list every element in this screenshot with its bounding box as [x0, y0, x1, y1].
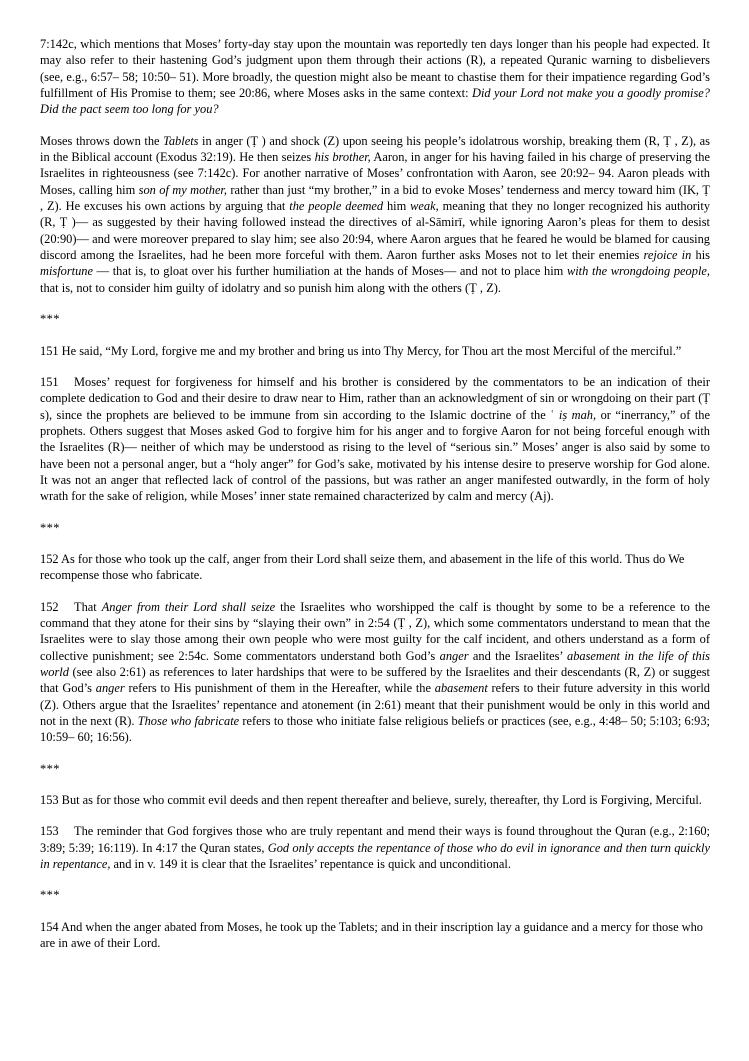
verse-154: 154 And when the anger abated from Moses, he took up the Tablets; and in their inscription lay a guidance and a mercy for those who are in awe of their Lord.: [40, 919, 704, 951]
commentary-number-152: 152: [40, 599, 59, 614]
verse-151: 151 He said, “My Lord, forgive me and my brother and bring us into Thy Mercy, for Thou art the most Merciful of the merciful.”: [40, 343, 682, 358]
italic-anger-from-their-lord: Anger from their Lord shall seize: [101, 599, 276, 614]
italic-those-who-fabricate: Those who fabricate: [137, 714, 240, 729]
italic-quran-4-17: God only accepts the repentance of those who do evil in ignorance and then turn quickly in repentance,: [40, 840, 711, 872]
italic-with-the: with the: [566, 264, 608, 279]
italic-anger-2: anger: [95, 681, 125, 696]
section-separator-1: ***: [40, 312, 60, 327]
section-separator-2: ***: [40, 520, 60, 535]
italic-abasement: abasement: [434, 681, 488, 696]
italic-tablets: Tablets: [163, 133, 199, 148]
verse-153: 153 But as for those who commit evil deeds and then repent thereafter and believe, surely, thereafter, thy Lord is Forgiving, Merciful.: [40, 793, 702, 808]
commentary-number-153: 153: [40, 824, 59, 839]
paragraph-7-142c-continuation: 7:142c, which mentions that Moses’ forty-day stay upon the mountain was reportedly ten days longer than his people had expected. It may also refer to their hastening God’s judgment upon them through their actions (R), a repeated Quranic warning to disbelievers (see, e.g., 6:57– 58; 10:50– 51). More broadly, the question might also be meant to chastise them for their impatience regarding God’s fulfillment of His Promise to them; see 20:86, where Moses asks in the same context: Did your Lord not make you a goodly promise? Did the pact seem too long for you?: [40, 37, 711, 117]
commentary-152: 152 That Anger from their Lord shall seize the Israelites who worshipped the calf is thought by some to be a reference to the command that they atone for their sins by “slaying their own” in 2:54 (Ṭ , Z), which some commentators understand to mean that the Israelites were to slay those among their own people who were most guilty for the calf incident, and others understand as a form of collective punishment; see 2:54c. Some commentators understand both God’s anger and the Israelites’ abasement in the life of this world (see also 2:61) as references to later hardships that were to be suffered by the Israelites and their descendants (R, Z) or suggest that God’s anger refers to His punishment of them in the Hereafter, while the abasement refers to their future adversity in this world (Z). Others argue that the Israelites’ repentance and atonement (in 2:61) meant that their punishment would be only in this world and not in the next (R). Those who fabricate refers to those who initiate false religious beliefs or practices (see, e.g., 4:48– 50; 5:103; 6:93; 10:59– 60; 16:56).: [40, 599, 710, 745]
commentary-153: 153 The reminder that God forgives those who are truly repentant and mend their ways is found throughout the Quran (e.g., 2:160; 3:89; 5:39; 16:119). In 4:17 the Quran states, God only accepts the repentance of those who do evil in ignorance and then turn quickly in repentance, and in v. 149 it is clear that the Israelites’ repentance is quick and unconditional.: [40, 824, 711, 872]
verse-152: 152 As for those who took up the calf, anger from their Lord shall seize them, and abasement in the life of this world. Thus do We recompense those who fabricate.: [40, 551, 685, 583]
italic-abasement-phrase: abasement in the life of this world: [40, 648, 710, 679]
italic-the-people: the people: [289, 199, 342, 214]
italic-quote-20-86: Did your Lord not make you a goodly promise? Did the pact seem too long for you?: [40, 86, 711, 117]
commentary-151: 151 Moses’ request for forgiveness for himself and his brother is considered by the commentators to be an indication of their complete dedication to God and their desire to draw near to Him, rather than an acknowledgment of sin or wrongdoing on their part (Ṭ s), since the prophets are believed to be immune from sin according to the Islamic doctrine of the ʿ iṣ mah, or “inerrancy,” of the prophets. Others suggest that Moses asked God to forgive him for his anger and to forgive Aaron for not being forceful enough with the Israelites (R)— neither of which may be understood as rising to the level of “serious sin.” Moses’ anger is also said by some to have been not a personal anger, but a “holy anger” for God’s sake, motivated by his intense desire to preserve worship for God alone. It was not an anger that reflected lack of control of the passions, but was rather an anger manifested outwardly, in the form of holy wrath for the sake of religion, while Moses’ inner state remained characterized by calm and mercy (Aj).: [40, 374, 710, 504]
section-separator-4: ***: [40, 888, 60, 903]
italic-son-of-my-mother: son of my mother,: [138, 182, 227, 197]
italic-anger-1: anger: [439, 648, 469, 663]
commentary-number-151: 151: [40, 374, 59, 389]
italic-his-brother: his brother,: [314, 150, 371, 165]
italic-misfortune: misfortune: [40, 264, 94, 279]
italic-ismah: iṣ mah,: [558, 407, 597, 422]
italic-rejoice-in: rejoice in: [643, 248, 692, 263]
document-body: [40, 36, 710, 951]
italic-deemed: deemed: [345, 199, 384, 214]
paragraph-moses-tablets: Moses throws down the Tablets in anger (Ṭ ) and shock (Z) upon seeing his people’s idolatrous worship, breaking them (R, Ṭ , Z), as in the Biblical account (Exodus 32:19). He then seizes his brother, Aaron, in anger for his having failed in his charge of preserving the Israelites in righteousness (see 7:142c). For another narrative of Moses’ confrontation with Aaron, see 20:92– 94. Aaron pleads with Moses, calling him son of my mother, rather than just “my brother,” in a bid to evoke Moses’ tenderness and mercy toward him (IK, Ṭ , Z). He excuses his own actions by arguing that the people deemed him weak, meaning that they no longer recognized his authority (R, Ṭ )— as suggested by their having followed instead the directives of al-Sāmirī, while ignoring Aaron’s pleas for them to desist (20:90)— and were moreover prepared to slay him; see also 20:94, where Aaron argues that he feared he would be blamed for causing discord among the Israelites, had he been more forceful with them. Aaron further asks Moses not to let their enemies rejoice in his misfortune — that is, to gloat over his further humiliation at the hands of Moses— and not to place him with the wrongdoing people, that is, not to consider him guilty of idolatry and so punish him along with the others (Ṭ , Z).: [40, 133, 711, 295]
italic-weak: weak,: [410, 199, 439, 214]
section-separator-3: ***: [40, 761, 60, 776]
italic-wrongdoing-people: wrongdoing people,: [610, 264, 710, 279]
